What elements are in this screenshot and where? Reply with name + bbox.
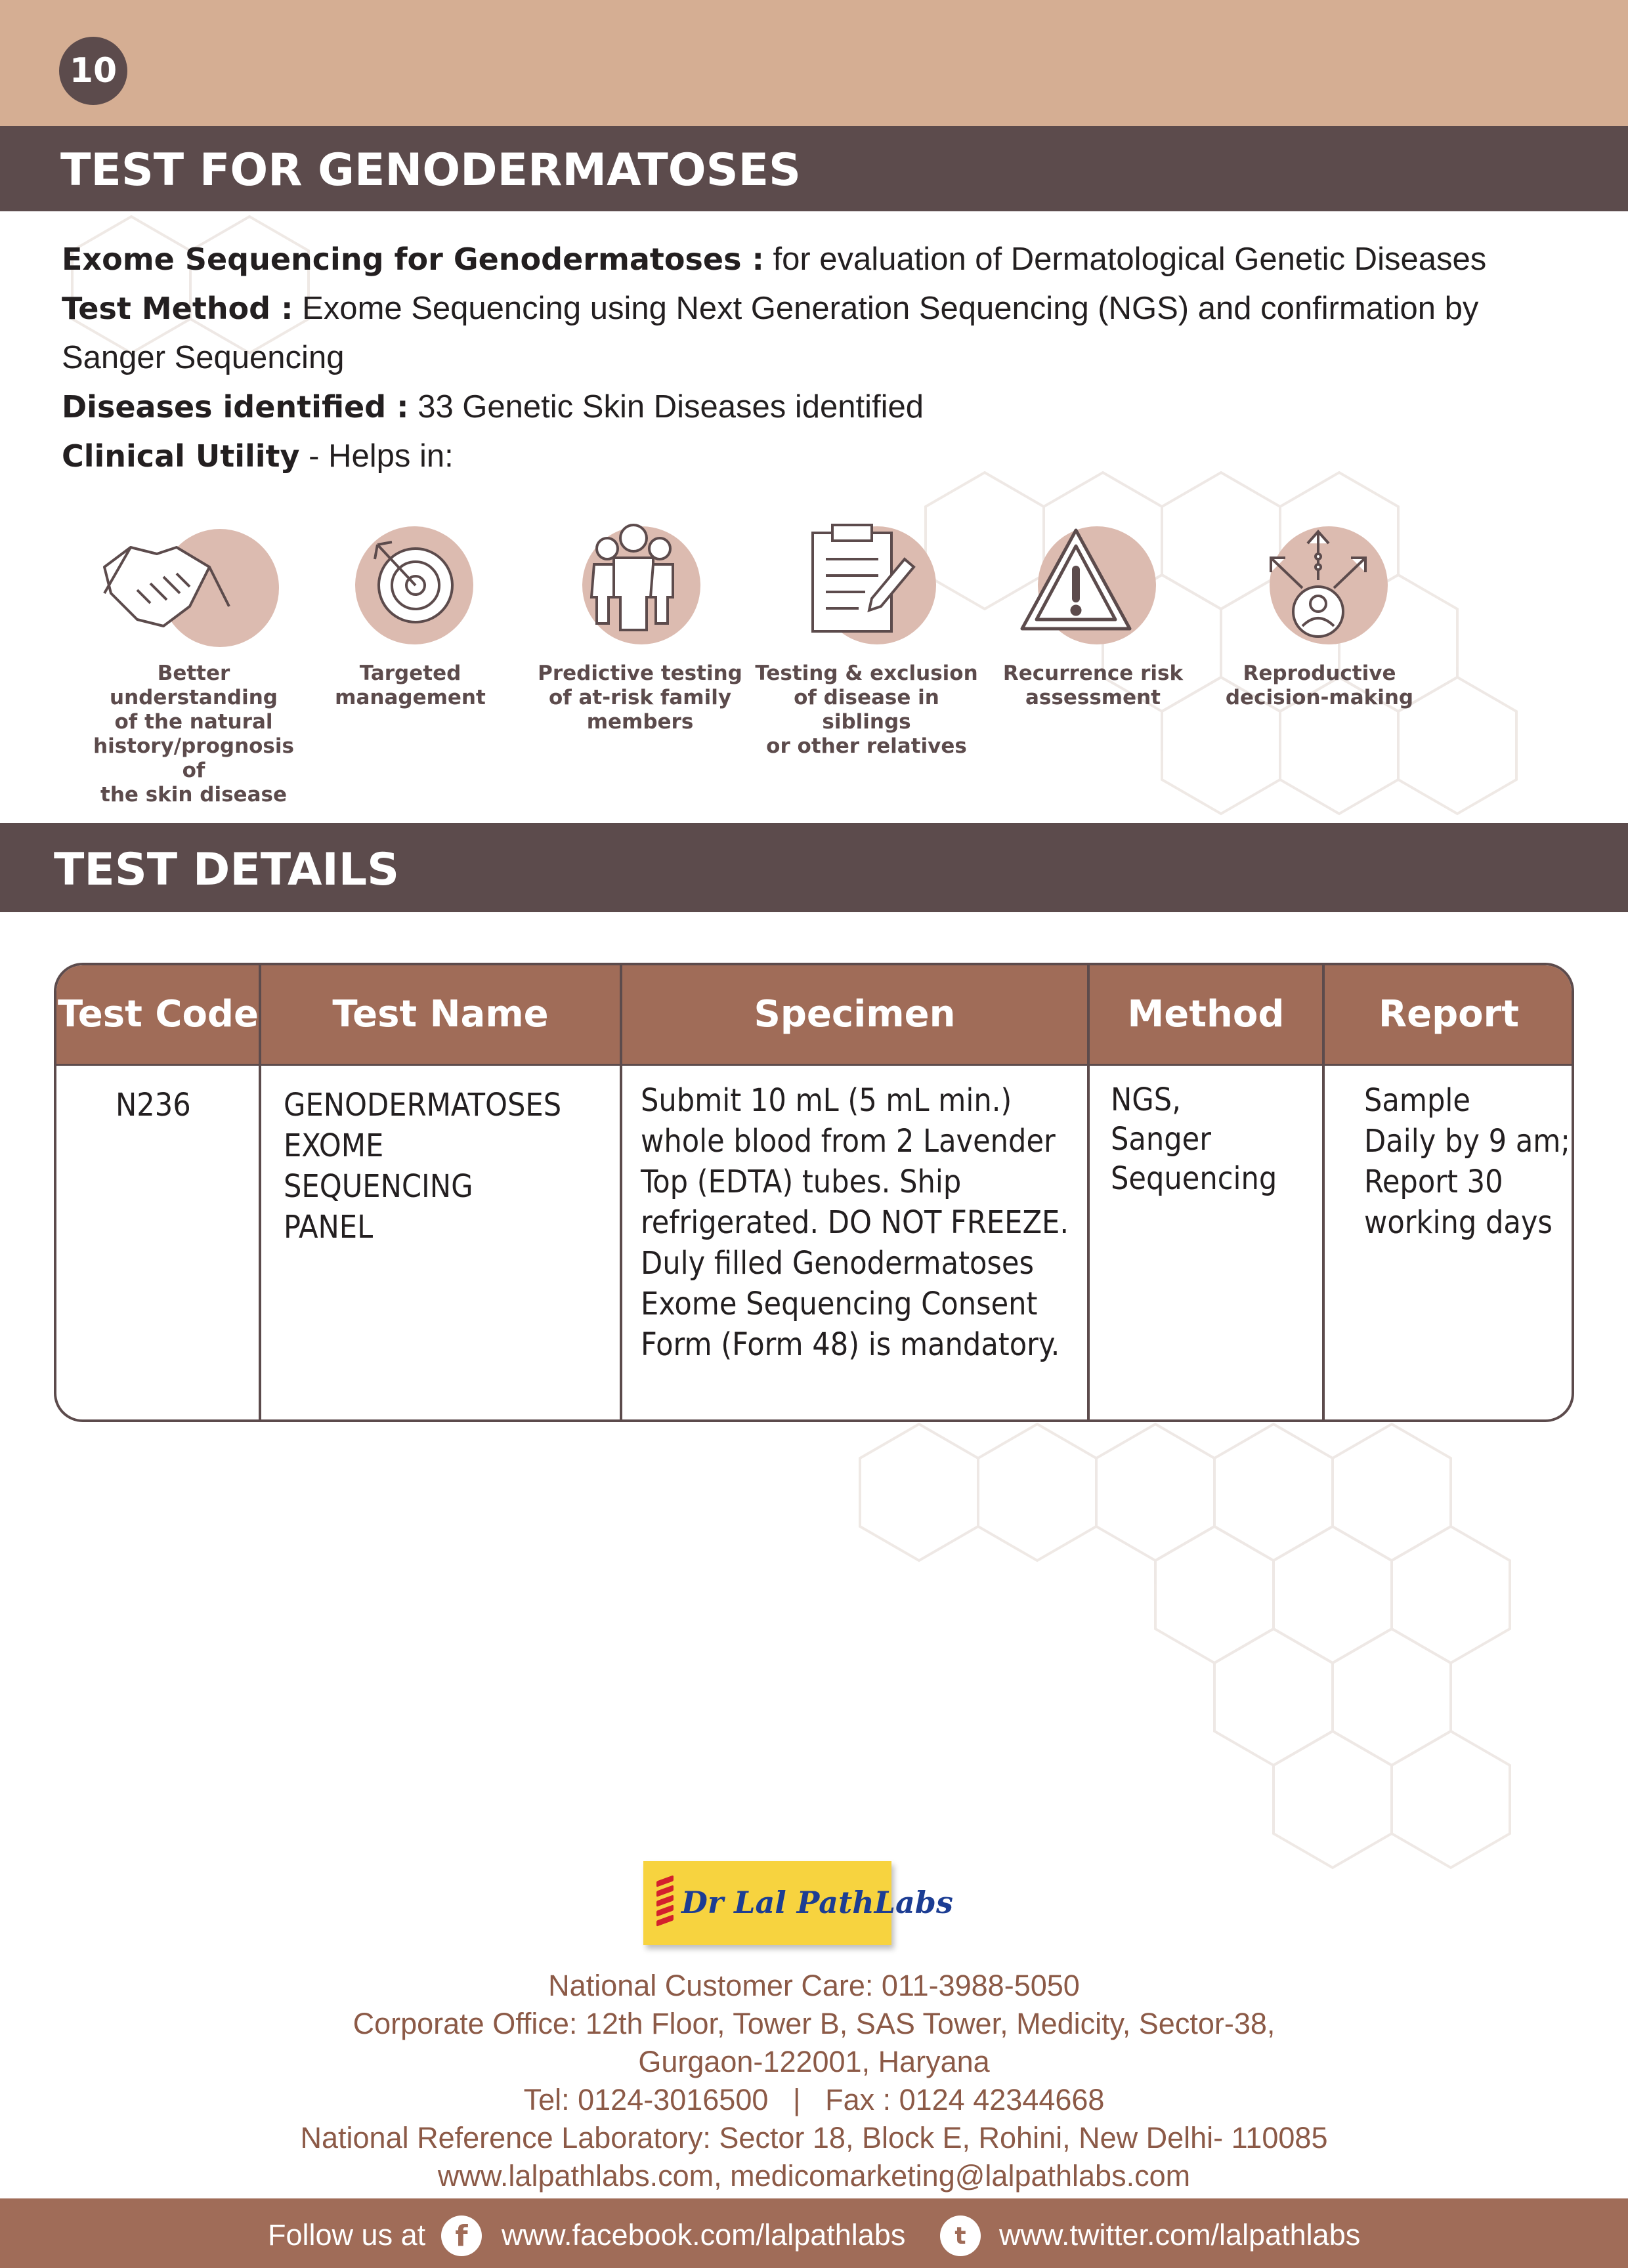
utility-predictive <box>528 518 752 781</box>
family-icon <box>568 518 699 637</box>
column-divider <box>620 965 622 1419</box>
method-line-2: Sanger Sequencing <box>62 340 345 375</box>
handshake-icon <box>98 528 242 639</box>
section-title-bar <box>0 126 1628 211</box>
method-text: Exome Sequencing using Next Generation Sequencing (NGS) and confirmation by <box>293 291 1479 326</box>
utility-caption: Testing & exclusion of disease in siblings or other relatives <box>755 662 978 758</box>
customer-care: National Customer Care: 011-3988-5050 <box>548 1969 1080 2002</box>
utility-label: Clinical Utility <box>62 438 300 474</box>
column-divider <box>259 965 261 1419</box>
method-line <box>62 284 1478 333</box>
header-specimen: Specimen <box>754 993 956 1036</box>
facebook-link[interactable]: www.facebook.com/lalpathlabs <box>502 2218 906 2252</box>
column-divider <box>1087 965 1090 1419</box>
utility-reproductive <box>1208 518 1431 781</box>
tel-fax: Tel: 0124-3016500 | Fax : 0124 42344668 <box>523 2083 1105 2116</box>
utility-caption: Recurrence risk assessment <box>1002 662 1184 709</box>
clipboard-icon <box>800 520 931 644</box>
header-test-code: Test Code <box>58 993 259 1036</box>
logo-mark-icon <box>656 1878 674 1928</box>
utility-caption: Targeted management <box>335 662 486 709</box>
page-number-badge: 10 <box>59 37 127 105</box>
test-details-table <box>54 963 1574 1422</box>
header-report: Report <box>1378 993 1520 1036</box>
warning-icon <box>1017 524 1148 642</box>
cell-specimen: Submit 10 mL (5 mL min.) whole blood from 2 Lavender Top (EDTA) tubes. Ship refrigerated. DO NOT FREEZE. Duly filled Genodermatoses Exome Sequencing Consent Form (Form 48) is mandatory. <box>641 1082 1069 1363</box>
exome-text: for evaluation of Dermatological Genetic Diseases <box>763 242 1487 277</box>
section-title: TEST FOR GENODERMATOSES <box>60 144 802 196</box>
utility-testing <box>755 518 978 781</box>
company-logo <box>643 1861 953 1945</box>
header-divider <box>56 1064 1572 1066</box>
utility-recurrence <box>981 518 1205 781</box>
follow-us-band <box>0 2198 1628 2268</box>
utility-caption: Predictive testing of at-risk family members <box>538 662 742 734</box>
header-method: Method <box>1127 993 1285 1036</box>
method-label: Test Method : <box>62 291 293 326</box>
web-email: www.lalpathlabs.com, medicomarketing@lalpathlabs.com <box>437 2159 1191 2193</box>
corporate-office-line-1: Corporate Office: 12th Floor, Tower B, SAS Tower, Medicity, Sector-38, <box>353 2007 1275 2040</box>
column-divider <box>1322 965 1325 1419</box>
utility-targeted <box>299 518 522 781</box>
cell-report: Sample Daily by 9 am; Report 30 working days <box>1364 1082 1570 1241</box>
header-test-name: Test Name <box>332 993 549 1036</box>
exome-label: Exome Sequencing for Genodermatoses : <box>62 242 764 277</box>
logo-text: Dr Lal PathLabs <box>681 1885 953 1920</box>
follow-label: Follow us at <box>268 2218 426 2252</box>
top-header-band <box>0 0 1628 126</box>
exome-line <box>62 235 1486 284</box>
utility-understanding <box>82 518 305 807</box>
utility-line <box>62 432 454 481</box>
cell-test-name: GENODERMATOSES EXOME SEQUENCING PANEL <box>284 1087 562 1246</box>
cell-method: NGS, Sanger Sequencing <box>1111 1082 1277 1197</box>
twitter-icon[interactable]: t <box>940 2216 981 2256</box>
diseases-label: Diseases identified : <box>62 389 409 425</box>
utility-text: - Helps in: <box>299 438 454 474</box>
facebook-icon[interactable]: f <box>441 2216 482 2256</box>
reference-lab: National Reference Laboratory: Sector 18, Block E, Rohini, New Delhi- 110085 <box>300 2121 1328 2154</box>
utility-caption: Reproductive decision-making <box>1225 662 1414 709</box>
diseases-line <box>62 383 924 432</box>
utility-caption: Better understanding of the natural history/prognosis of the skin disease <box>93 662 294 807</box>
diseases-text: 33 Genetic Skin Diseases identified <box>408 389 924 425</box>
cell-test-code: N236 <box>116 1087 191 1124</box>
corporate-office-line-2: Gurgaon-122001, Haryana <box>638 2045 990 2078</box>
target-icon <box>345 525 476 643</box>
section-title: TEST DETAILS <box>54 844 400 896</box>
twitter-link[interactable]: www.twitter.com/lalpathlabs <box>999 2218 1361 2252</box>
decision-icon <box>1253 520 1384 644</box>
test-details-bar <box>0 823 1628 912</box>
